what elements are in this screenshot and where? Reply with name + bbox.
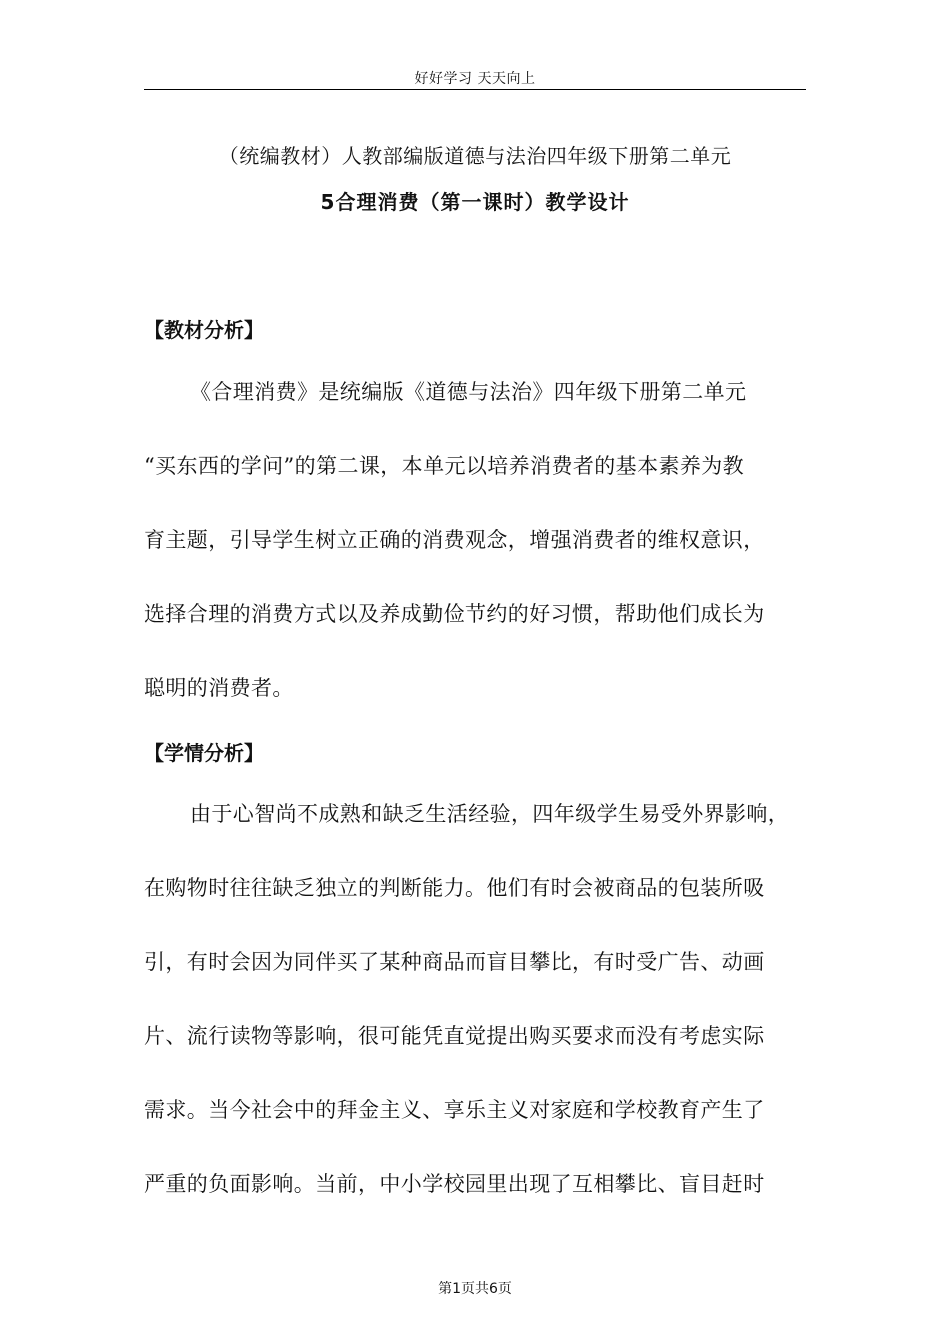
paragraph-line: 聪明的消费者。 — [144, 676, 294, 700]
paragraph-line: “买东西的学问”的第二课，本单元以培养消费者的基本素养为教 — [144, 454, 745, 478]
paragraph-line: 引，有时会因为同伴买了某种商品而盲目攀比，有时受广告、动画 — [144, 950, 765, 974]
section-heading-student-analysis: 【学情分析】 — [144, 741, 264, 765]
document-title-line2: 5合理消费（第一课时）教学设计 — [320, 190, 630, 214]
paragraph-line: 在购物时往往缺乏独立的判断能力。他们有时会被商品的包装所吸 — [144, 876, 765, 900]
paragraph-line: 需求。当今社会中的拜金主义、享乐主义对家庭和学校教育产生了 — [144, 1098, 765, 1122]
paragraph-line: 由于心智尚不成熟和缺乏生活经验，四年级学生易受外界影响， — [190, 802, 790, 826]
paragraph-line: 《合理消费》是统编版《道德与法治》四年级下册第二单元 — [190, 380, 747, 404]
paragraph-line: 片、流行读物等影响，很可能凭直觉提出购买要求而没有考虑实际 — [144, 1024, 765, 1048]
paragraph-line: 严重的负面影响。当前，中小学校园里出现了互相攀比、盲目赶时 — [144, 1172, 765, 1196]
document-title-line1: （统编教材）人教部编版道德与法治四年级下册第二单元 — [218, 144, 732, 168]
page-header: 好好学习 天天向上 — [414, 71, 536, 87]
page-footer: 第1页共6页 — [438, 1281, 512, 1297]
header-rule — [144, 89, 806, 90]
section-heading-textbook-analysis: 【教材分析】 — [144, 318, 264, 342]
paragraph-line: 选择合理的消费方式以及养成勤俭节约的好习惯，帮助他们成长为 — [144, 602, 765, 626]
paragraph-line: 育主题，引导学生树立正确的消费观念，增强消费者的维权意识， — [144, 528, 765, 552]
